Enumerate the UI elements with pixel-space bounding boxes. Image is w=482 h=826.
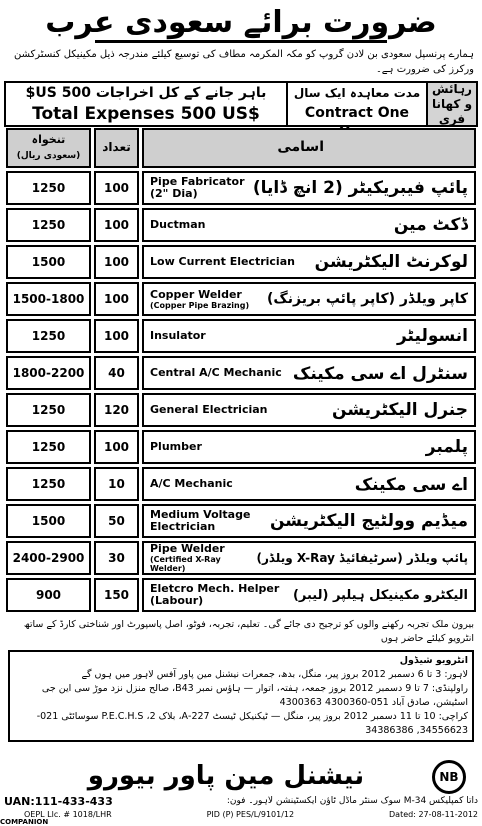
job-header: اسامی (142, 128, 476, 168)
count-header: تعداد (94, 128, 139, 168)
food-accommodation-box: رہائش و کھانا فری (426, 83, 476, 125)
salary-cell: 1250 (6, 319, 91, 353)
offer-banner (4, 81, 478, 127)
count-cell: 50 (94, 504, 139, 538)
contract-english: Contract One (304, 105, 410, 121)
job-cell (142, 171, 476, 205)
job-english (150, 176, 253, 200)
job-title: Pipe Fabricator (2" Dia) (150, 175, 245, 200)
schedule-karachi: کراچی: 10 تا 11 دسمبر 2012 بروز پیر، منگل — ٹیکنیکل ٹیسٹ 227-A، بلاک 2، P.E.C.H.S سوسائٹی 021-34556623, 34386386 (36, 711, 468, 736)
salary-header (6, 128, 91, 168)
job-cell (142, 356, 476, 390)
details-area (8, 618, 474, 736)
company-logo: NB (432, 760, 466, 794)
salary-cell: 1500 (6, 245, 91, 279)
license-line (24, 810, 478, 819)
job-cell (142, 504, 476, 538)
table-row (0, 541, 482, 578)
contact-line (4, 794, 478, 808)
job-title: Low Current Electrician (150, 255, 295, 268)
job-cell (142, 541, 476, 575)
count-cell: 100 (94, 208, 139, 242)
salary-header-label: تنخواہ (31, 133, 66, 146)
table-row (0, 282, 482, 319)
job-cell (142, 245, 476, 279)
job-english (150, 478, 233, 490)
salary-cell: 1250 (6, 467, 91, 501)
count-cell: 100 (94, 430, 139, 464)
contract-box (286, 83, 426, 125)
interview-schedule (8, 650, 474, 742)
schedule-lahore: لاہور: 3 تا 6 دسمبر 2012 بروز پیر، منگل، بدھ، جمعرات نیشنل مین پاور آفس لاہور میں ہوں گے (81, 669, 468, 680)
job-urdu: سنٹرل اے سی مکینک (292, 363, 468, 384)
job-cell (142, 282, 476, 316)
job-urdu: پلمبر (425, 437, 468, 457)
job-english (150, 367, 282, 379)
job-english (150, 543, 256, 573)
table-row (0, 393, 482, 430)
salary-cell: 1250 (6, 208, 91, 242)
job-title: Insulator (150, 329, 206, 342)
table-row (0, 430, 482, 467)
job-english (150, 219, 205, 231)
job-title: A/C Mechanic (150, 477, 233, 490)
job-cell (142, 208, 476, 242)
job-title: Pipe Welder (150, 542, 225, 555)
table-row (0, 245, 482, 282)
table-row (0, 504, 482, 541)
table-row (0, 208, 482, 245)
uan-number: UAN:111-433-433 (4, 794, 113, 808)
job-english (150, 330, 206, 342)
requirements-note: بیرون ملک تجربہ رکھنے والوں کو ترجیح دی جائے گی۔ تعلیم، تجربہ، فوٹو، اصل پاسپورٹ اور شناختی کارڈ کے ساتھ انٹرویو کیلئے حاضر ہوں (23, 619, 474, 644)
count-cell: 150 (94, 578, 139, 612)
company-name: نیشنل مین پاور بیورو (87, 761, 365, 791)
job-title: Plumber (150, 440, 202, 453)
job-english (150, 509, 260, 533)
job-english (150, 289, 249, 310)
contract-urdu: مدت معاہدہ ایک سال (293, 86, 421, 100)
table-row (0, 467, 482, 504)
dated-text: Dated: 27-08-11-2012 (389, 810, 478, 819)
heading-underline (95, 40, 387, 43)
job-title: Central A/C Mechanic (150, 366, 282, 379)
expenses-box (6, 83, 286, 125)
count-cell: 100 (94, 171, 139, 205)
job-english (150, 256, 295, 268)
job-title: General Electrician (150, 403, 268, 416)
job-english (150, 404, 268, 416)
job-subtitle: (Copper Pipe Brazing) (150, 300, 250, 310)
job-urdu: ڈکٹ مین (393, 215, 468, 235)
job-urdu: جنرل الیکٹریشن (332, 400, 468, 420)
job-title: Eletcro Mech. Helper (Labour) (150, 582, 280, 607)
schedule-label: انٹرویو شیڈول (399, 655, 468, 666)
expenses-english: Total Expenses 500 US$ (32, 104, 260, 124)
job-english (150, 441, 202, 453)
company-footer (0, 758, 478, 826)
job-title: Ductman (150, 218, 206, 231)
salary-header-unit: (سعودی ریال) (16, 151, 81, 161)
count-cell: 40 (94, 356, 139, 390)
job-subtitle: (Certified X-Ray Welder) (150, 555, 221, 573)
job-cell (142, 578, 476, 612)
job-cell (142, 393, 476, 427)
table-row (0, 356, 482, 393)
job-urdu: انسولیٹر (396, 326, 468, 346)
intro-text: ہمارے پرنسپل سعودی بن لادن گروپ کو مکہ المکرمہ مطاف کی توسیع کیلئے مندرجہ ذیل مکینیکل کنسٹرکشن ورکرز کی ضرورت ہے۔ (14, 49, 474, 75)
job-cell (142, 430, 476, 464)
job-cell (142, 467, 476, 501)
job-english (150, 583, 293, 607)
table-row (0, 578, 482, 615)
table-row (0, 171, 482, 208)
companion-watermark: COMPANION (0, 818, 49, 826)
job-cell (142, 319, 476, 353)
salary-cell: 1250 (6, 171, 91, 205)
count-cell: 10 (94, 467, 139, 501)
job-urdu: پائپ ویلڈر (سرٹیفائیڈ X-Ray ویلڈر) (256, 551, 468, 565)
job-urdu: اے سی مکینک (354, 474, 468, 495)
salary-cell: 900 (6, 578, 91, 612)
salary-cell: 1500 (6, 504, 91, 538)
schedule-rawalpindi: راولپنڈی: 7 تا 9 دسمبر 2012 بروز جمعہ، ہفتہ، اتوار — ہاؤس نمبر B43، صالح منزل نزد موڑ سی این جی اسٹیشن، صادق آباد 051-4300360 4300363 (41, 683, 468, 708)
count-cell: 100 (94, 245, 139, 279)
table-row (0, 319, 482, 356)
salary-cell: 1500-1800 (6, 282, 91, 316)
salary-cell: 1250 (6, 430, 91, 464)
count-cell: 100 (94, 319, 139, 353)
company-address: داتا کمپلیکس 34-M سوک سنٹر ماڈل ٹاؤن ایکسٹینشن لاہور۔ فون: (226, 796, 478, 806)
job-title: Copper Welder (150, 287, 242, 301)
salary-cell: 1800-2200 (6, 356, 91, 390)
pid-number: PID (P) PES/L/9101/12 (206, 810, 295, 819)
job-urdu: میڈیم وولٹیج الیکٹریشن (269, 511, 468, 531)
job-urdu: لوکرنٹ الیکٹریشن (314, 252, 468, 272)
count-cell: 100 (94, 282, 139, 316)
count-cell: 30 (94, 541, 139, 575)
job-urdu: پائپ فیبریکیٹر (2 انچ ڈایا) (252, 178, 468, 198)
salary-cell: 2400-2900 (6, 541, 91, 575)
job-urdu: الیکٹرو مکینیکل ہیلپر (لیبر) (292, 587, 468, 603)
oepl-license: OEPL Llc. # 1018/LHR (24, 810, 112, 819)
job-title: Medium Voltage Electrician (150, 508, 251, 533)
salary-cell: 1250 (6, 393, 91, 427)
page-heading: ضرورت برائے سعودی عرب (45, 5, 437, 40)
count-cell: 120 (94, 393, 139, 427)
expenses-urdu: باہر جانے کے کل اخراجات 500 US$ (25, 85, 267, 101)
job-urdu: کاپر ویلڈر (کاپر پائپ بریزنگ) (267, 291, 468, 307)
